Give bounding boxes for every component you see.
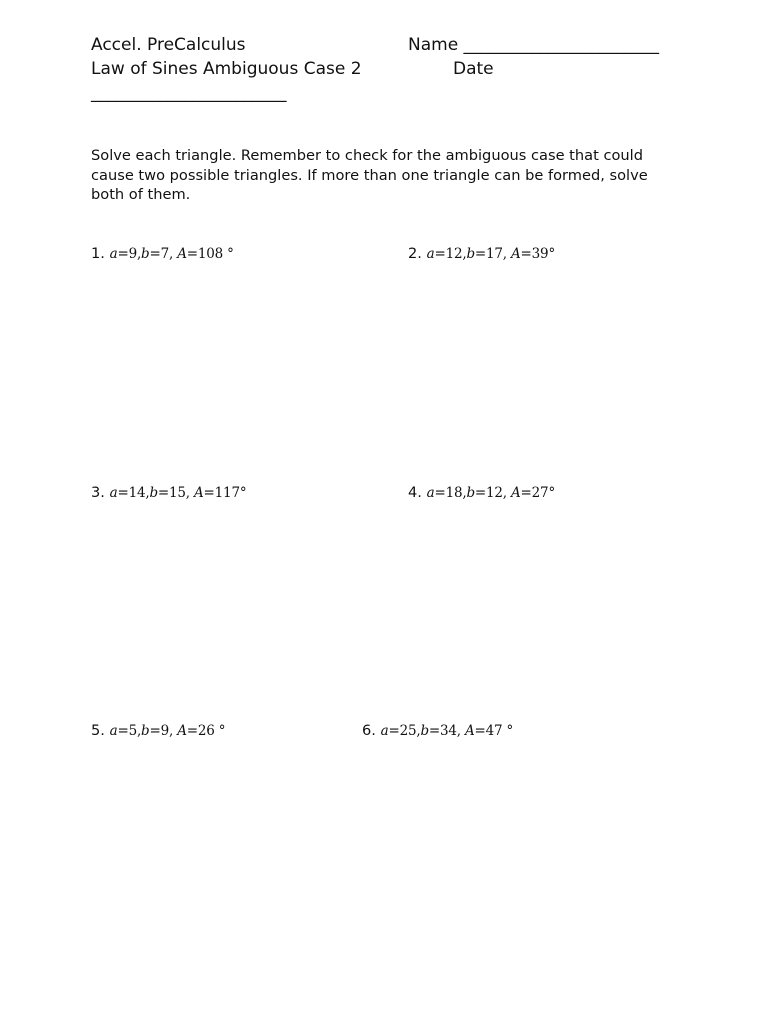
problem-1 xyxy=(91,245,234,263)
side-a-value: 25 xyxy=(399,723,417,739)
problem-number: 5. xyxy=(91,722,105,739)
worksheet-title: Law of Sines Ambiguous Case 2 xyxy=(91,59,362,79)
problem-number: 1. xyxy=(91,245,105,262)
side-a-value: 9 xyxy=(128,246,137,262)
angle-a-value: 108 xyxy=(197,246,224,262)
course-name: Accel. PreCalculus xyxy=(91,35,246,55)
side-b-value: 15 xyxy=(169,485,186,501)
side-a-value: 14 xyxy=(128,485,146,501)
problem-number: 4. xyxy=(408,484,422,501)
problem-6 xyxy=(362,722,513,740)
degree-symbol: ° xyxy=(223,246,234,262)
degree-symbol: ° xyxy=(214,723,226,739)
degree-symbol: ° xyxy=(548,246,556,262)
side-b-value: 9 xyxy=(160,723,170,739)
problem-4 xyxy=(408,484,555,502)
problem-expression: a=12,b=17, A=39° xyxy=(426,246,556,262)
problem-5 xyxy=(91,722,225,740)
degree-symbol: ° xyxy=(239,485,247,501)
date-label: Date xyxy=(453,59,494,79)
degree-symbol: ° xyxy=(502,723,514,739)
angle-a-value: 39 xyxy=(531,246,549,262)
problem-2 xyxy=(408,245,555,263)
problem-expression: a=25,b=34, A=47 ° xyxy=(380,723,514,739)
problem-number: 6. xyxy=(362,722,376,739)
problem-expression: a=5,b=9, A=26 ° xyxy=(109,723,226,739)
instructions: Solve each triangle. Remember to check for the ambiguous case that could cause two possible triangles. If more than one triangle can be formed, solve both of them. xyxy=(91,147,648,203)
angle-a-value: 117 xyxy=(214,485,240,501)
problem-expression: a=9,b=7, A=108 ° xyxy=(109,246,234,262)
side-a-value: 5 xyxy=(128,723,137,739)
problem-number: 2. xyxy=(408,245,422,262)
problem-expression: a=18,b=12, A=27° xyxy=(426,485,556,501)
angle-a-value: 47 xyxy=(485,723,503,739)
angle-a-value: 27 xyxy=(531,485,549,501)
side-b-value: 17 xyxy=(486,246,503,262)
name-field-label: Name _______________________ xyxy=(408,35,660,55)
problem-expression: a=14,b=15, A=117° xyxy=(109,485,247,501)
problem-number: 3. xyxy=(91,484,105,501)
side-a-value: 18 xyxy=(445,485,463,501)
problem-3 xyxy=(91,484,246,502)
side-b-value: 34 xyxy=(440,723,457,739)
degree-symbol: ° xyxy=(548,485,556,501)
side-b-value: 7 xyxy=(160,246,170,262)
side-b-value: 12 xyxy=(486,485,503,501)
side-a-value: 12 xyxy=(445,246,463,262)
date-line: _______________________ xyxy=(91,83,287,103)
angle-a-value: 26 xyxy=(197,723,215,739)
